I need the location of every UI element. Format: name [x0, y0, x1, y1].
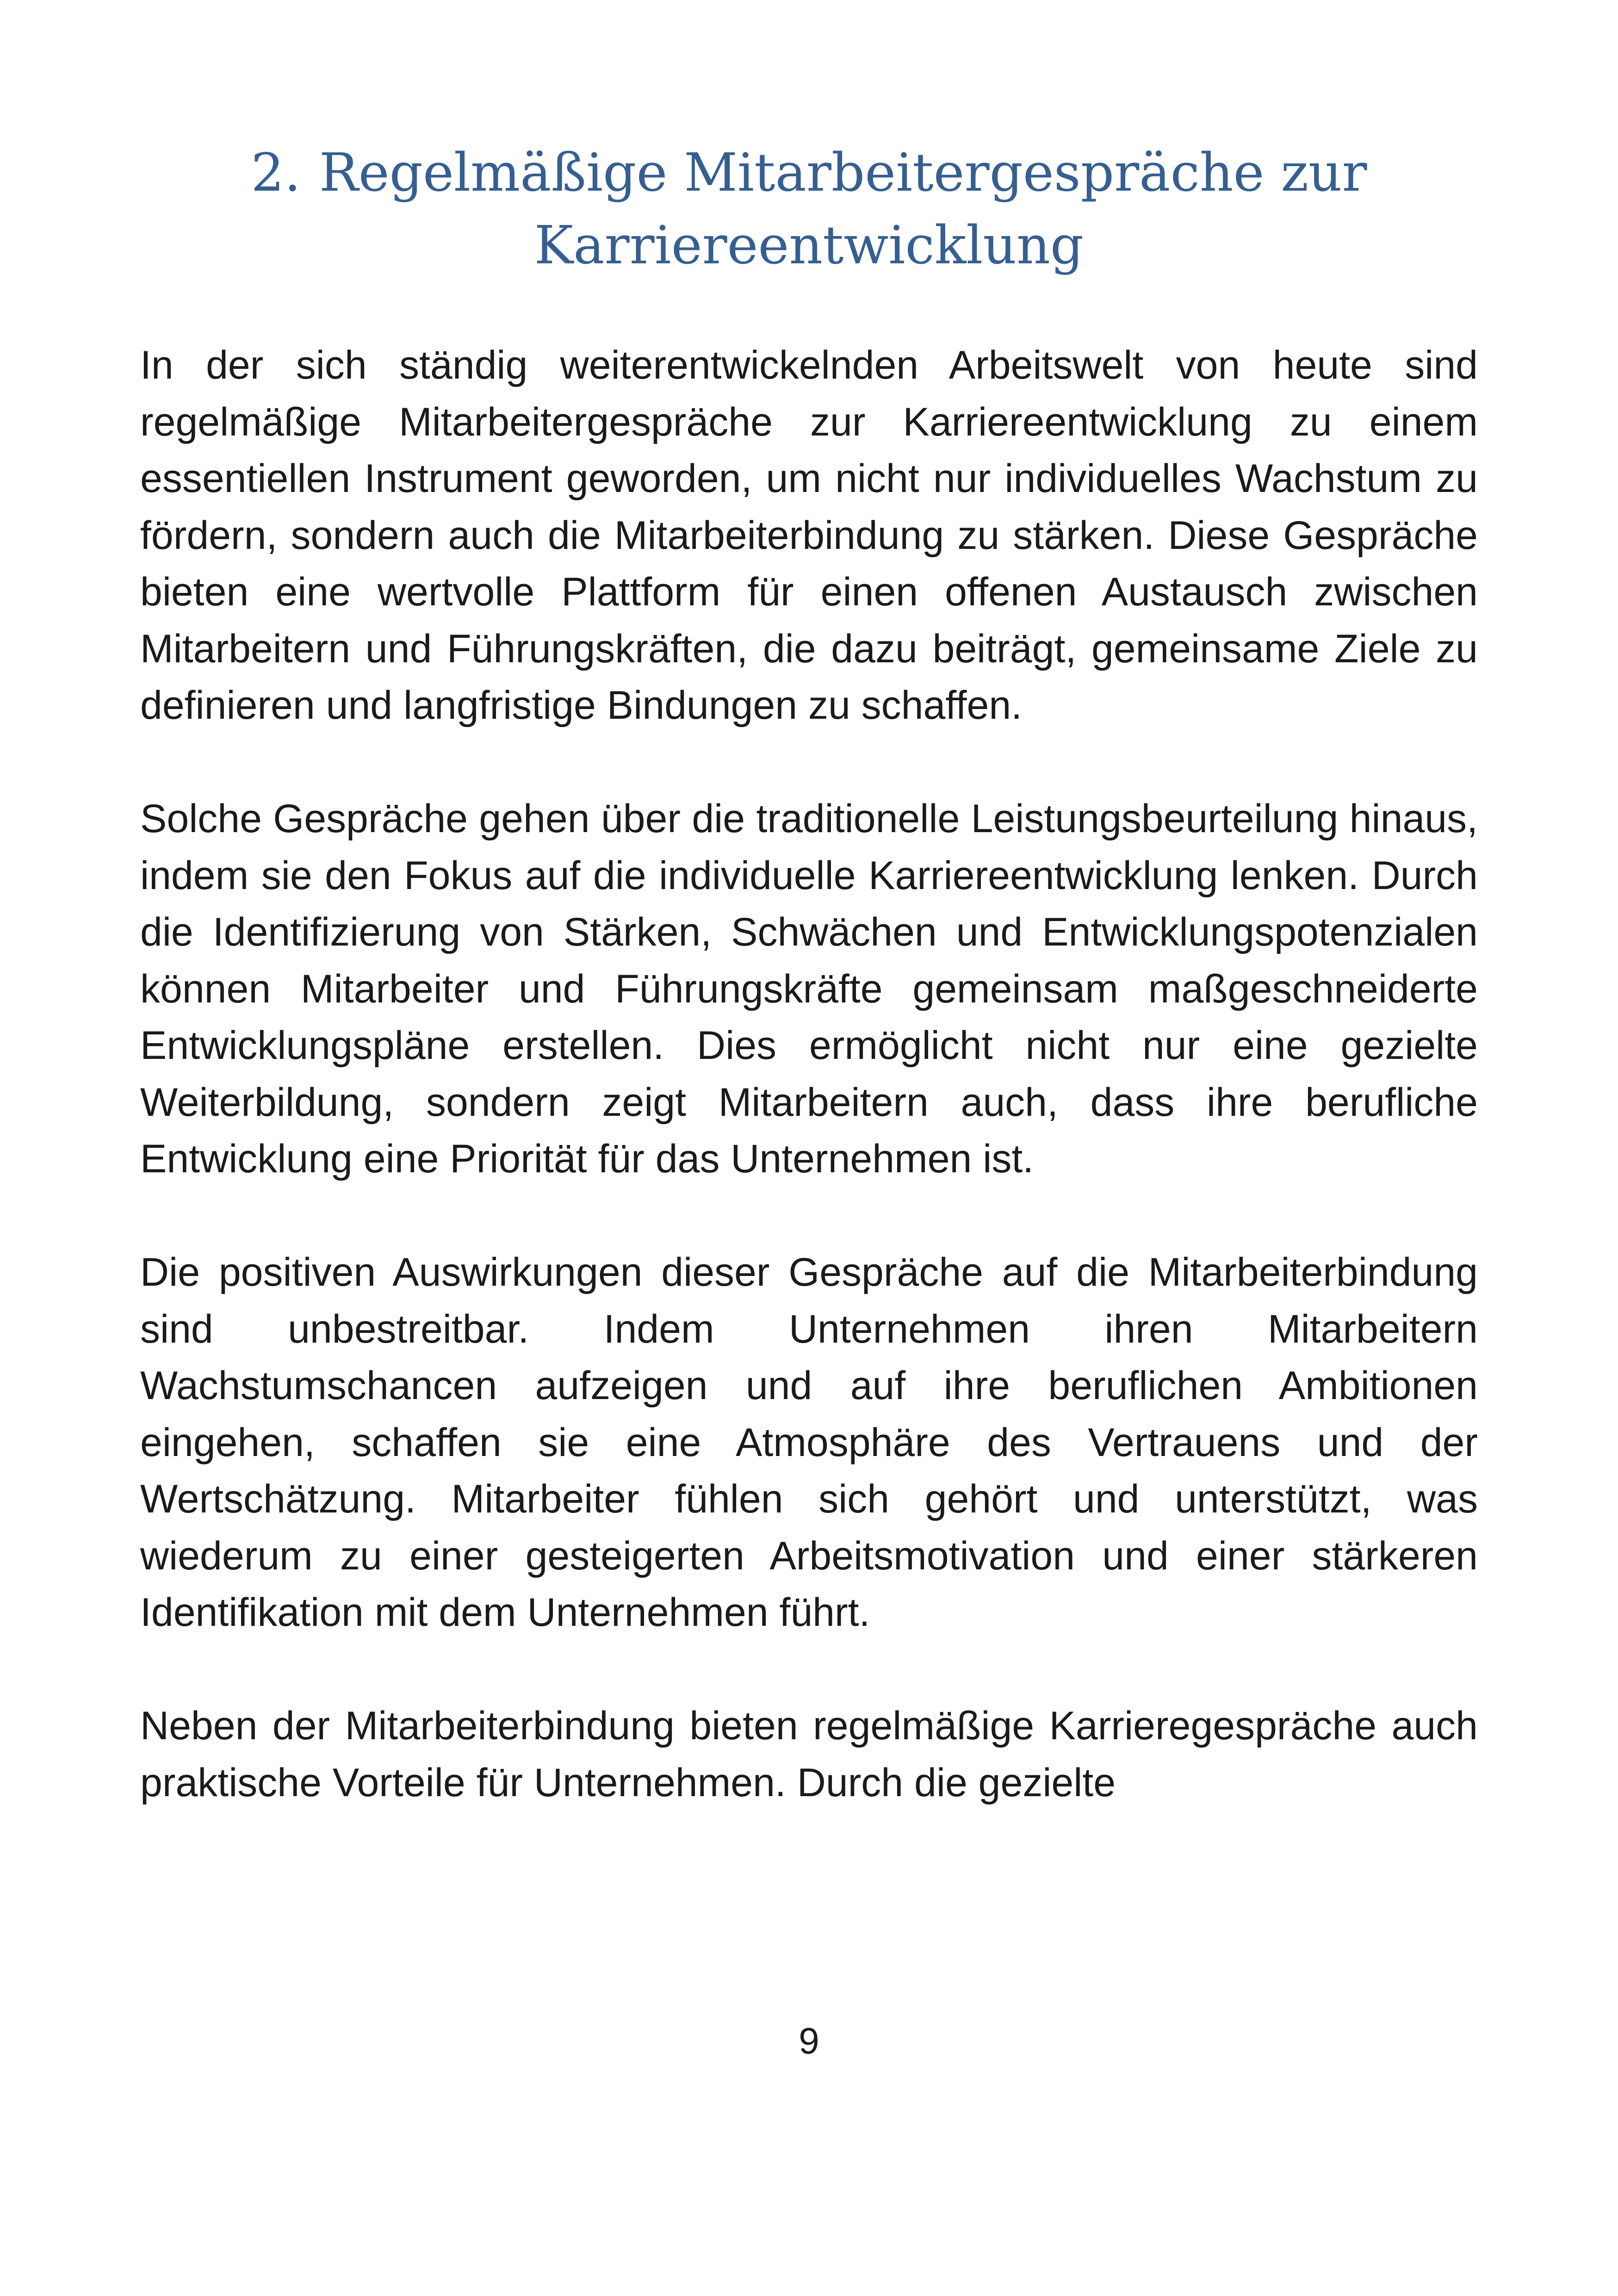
paragraph-2: Solche Gespräche gehen über die traditionelle Leistungsbeurteilung hinaus, indem sie den Fokus auf die individuelle Karriereentwicklung lenken. Durch die Identifizierung von Stärken, Schwächen und Entwicklungspotenzialen können Mitarbeiter und Führungskräfte gemeinsam maßgeschneiderte Entwicklungspläne erstellen. Dies ermöglicht nicht nur eine gezielte Weiterbildung, sondern zeigt Mitarbeitern auch, dass ihre berufliche Entwicklung eine Priorität für das Unternehmen ist.	[140, 796, 1478, 1181]
paragraph-3: Die positiven Auswirkungen dieser Gespräche auf die Mitarbeiterbindung sind unbestreitbar. Indem Unternehmen ihren Mitarbeitern Wachstumschancen aufzeigen und auf ihre beruflichen Ambitionen eingehen, schaffen sie eine Atmosphäre des Vertrauens und der Wertschätzung. Mitarbeiter fühlen sich gehört und unterstützt, was wiederum zu einer gesteigerten Arbeitsmotivation und einer stärkeren Identifikation mit dem Unternehmen führt.	[140, 1250, 1478, 1635]
body-text	[140, 337, 1478, 1811]
chapter-title: Regelmäßige Mitarbeitergespräche zur Karriereentwicklung	[319, 142, 1367, 276]
chapter-heading	[140, 137, 1478, 282]
paragraph-1: In der sich ständig weiterentwickelnden Arbeitswelt von heute sind regelmäßige Mitarbeitergespräche zur Karriereentwicklung zu einem essentiellen Instrument geworden, um nicht nur individuelles Wachstum zu fördern, sondern auch die Mitarbeiterbindung zu stärken. Diese Gespräche bieten eine wertvolle Plattform für einen offenen Austausch zwischen Mitarbeitern und Führungskräften, die dazu beiträgt, gemeinsame Ziele zu definieren und langfristige Bindungen zu schaffen.	[140, 343, 1478, 728]
chapter-number: 2.	[251, 142, 301, 203]
paragraph-4: Neben der Mitarbeiterbindung bieten regelmäßige Karrieregespräche auch praktische Vorteile für Unternehmen. Durch die gezielte	[140, 1704, 1478, 1805]
page-number: 9	[799, 2020, 819, 2061]
